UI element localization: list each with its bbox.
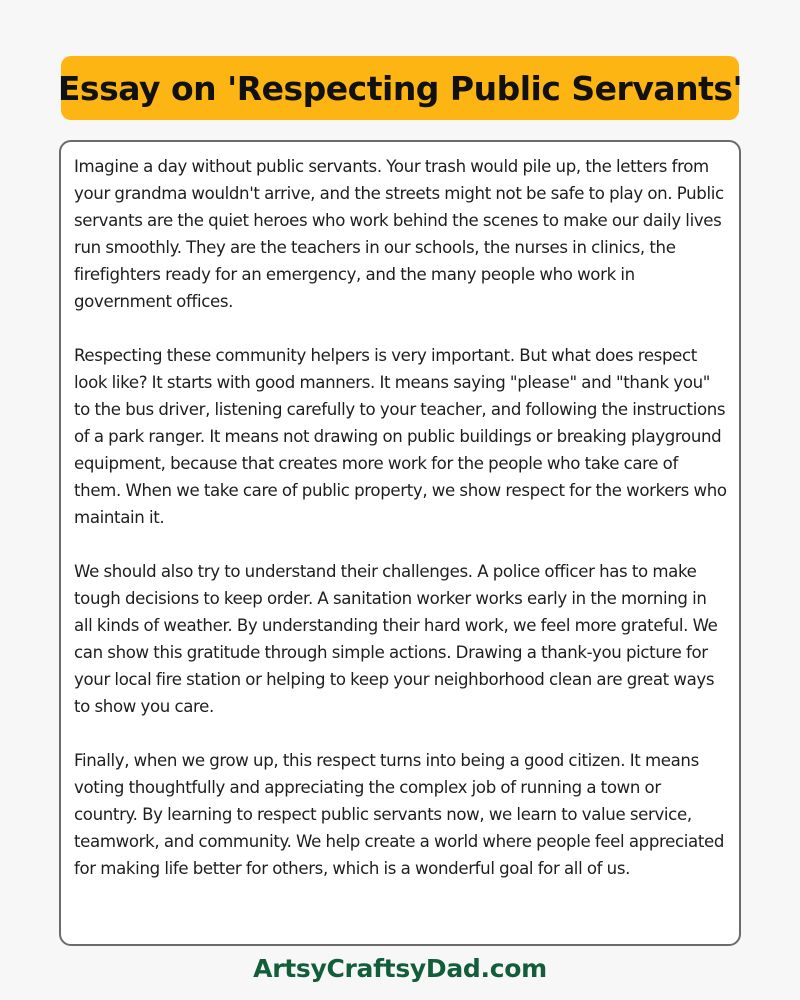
essay-paragraph-1: Imagine a day without public servants. Your trash would pile up, the letters from your grandma wouldn't arrive, and the streets might not be safe to play on. Public servants are the quiet heroes who work behind the scenes to make our daily lives run smoothly. They are the teachers in our schools, the nurses in clinics, the firefighters ready for an emergency, and the many people who work in government offices.: [74, 157, 724, 311]
essay-paragraph-4: Finally, when we grow up, this respect turns into being a good citizen. It means voting thoughtfully and appreciating the complex job of running a town or country. By learning to respect public servants now, we learn to value service, teamwork, and community. We help create a world where people feel appreciated for making life better for others, which is a wonderful goal for all of us.: [74, 751, 725, 878]
footer-brand-watermark: ArtsyCraftsyDad.com: [253, 954, 547, 983]
essay-box: [59, 140, 741, 946]
page-title: Essay on 'Respecting Public Servants': [57, 68, 743, 108]
title-banner: [57, 56, 743, 120]
essay-paragraph-3: We should also try to understand their challenges. A police officer has to make tough decisions to keep order. A sanitation worker works early in the morning in all kinds of weather. By understanding their hard work, we feel more grateful. We can show this gratitude through simple actions. Drawing a thank-you picture for your local fire station or helping to keep your neighborhood clean are great ways to show you care.: [74, 562, 718, 716]
essay-paragraph-2: Respecting these community helpers is very important. But what does respect look like? It starts with good manners. It means saying "please" and "thank you" to the bus driver, listening carefully to your teacher, and following the instructions of a park ranger. It means not drawing on public buildings or breaking playground equipment, because that creates more work for the people who take care of them. When we take care of public property, we show respect for the workers who maintain it.: [74, 346, 727, 527]
